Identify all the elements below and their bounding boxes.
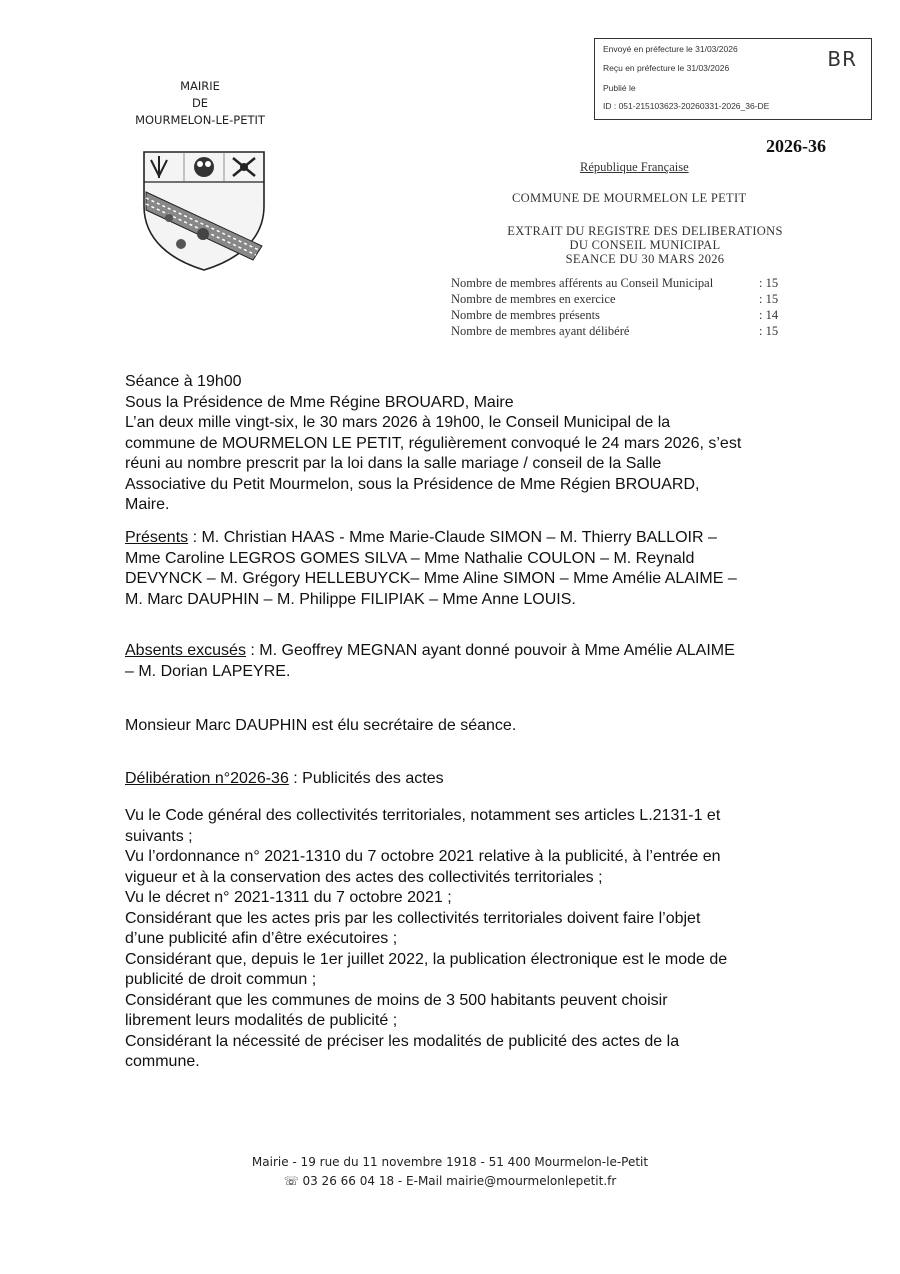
visa-line: Considérant que, depuis le 1er juillet 2022, la publication électronique est le mode de [125, 950, 728, 968]
seance-text-line: Maire. [125, 496, 170, 513]
absents-text: : M. Geoffrey MEGNAN ayant donné pouvoir à Mme Amélie ALAIME [245, 642, 735, 659]
coat-of-arms-icon [141, 148, 267, 272]
extrait-line-3: SEANCE DU 30 MARS 2026 [565, 252, 725, 266]
absents-line: – M. Dorian LAPEYRE. [125, 662, 291, 680]
count-value: : 15 [759, 276, 779, 290]
visa-line: Considérant que les actes pris par les collectivités territoriales doivent faire l’objet [125, 909, 701, 927]
presents-line: DEVYNCK – M. Grégory HELLEBUYCK– Mme Aline SIMON – Mme Amélie ALAIME – [125, 570, 737, 587]
deliberation-reference: 2026-36 [766, 136, 826, 156]
count-label: Nombre de membres présents [451, 308, 600, 322]
presents-text: : M. Christian HAAS - Mme Marie-Claude SIMON – M. Thierry BALLOIR – [188, 529, 717, 546]
stamp-id: ID : 051-215103623-20260331-2026_36-DE [603, 101, 770, 111]
visa-line: Considérant que les communes de moins de 3 500 habitants peuvent choisir [125, 991, 668, 1009]
footer-contact: ☏ 03 26 66 04 18 - E-Mail mairie@mourmelonlepetit.fr [283, 1174, 617, 1188]
footer-address: Mairie - 19 rue du 11 novembre 1918 - 51 400 Mourmelon-le-Petit [251, 1155, 649, 1169]
presents-line: Mme Caroline LEGROS GOMES SILVA – Mme Nathalie COULON – M. Reynald [125, 549, 695, 567]
republique-heading: République Française [580, 160, 689, 174]
count-row [451, 276, 779, 292]
count-label: Nombre de membres afférents au Conseil Municipal [451, 276, 714, 290]
absents-paragraph [125, 641, 845, 682]
seance-presidence: Sous la Présidence de Mme Régine BROUARD, Maire [125, 393, 514, 411]
visa-line: Considérant la nécessité de préciser les modalités de publicité des actes de la [125, 1032, 680, 1050]
visa-line: librement leurs modalités de publicité ; [125, 1012, 398, 1029]
absents-label: Absents excusés [125, 642, 246, 659]
seance-time: Séance à 19h00 [125, 373, 242, 390]
presents-label: Présents [125, 529, 189, 546]
mairie-line-2: DE [191, 96, 209, 110]
visas-paragraph [125, 806, 845, 1073]
visa-line: vigueur et à la conservation des actes des collectivités territoriales ; [125, 868, 603, 886]
page-footer [150, 1153, 750, 1191]
presents-paragraph [125, 528, 845, 610]
mairie-line-1: MAIRIE [180, 79, 220, 93]
visa-line: suivants ; [125, 827, 193, 845]
seance-text-line: réuni au nombre prescrit par la loi dans la salle mariage / conseil de la Salle [125, 455, 662, 472]
presents-line [125, 528, 845, 549]
count-value: : 15 [759, 292, 779, 306]
handwritten-initials: BR [827, 47, 857, 71]
extrait-line-2: DU CONSEIL MUNICIPAL [569, 238, 721, 252]
commune-heading: COMMUNE DE MOURMELON LE PETIT [512, 191, 747, 205]
count-label: Nombre de membres en exercice [451, 292, 616, 306]
seance-text-line: commune de MOURMELON LE PETIT, régulièrement convoqué le 24 mars 2026, s’est [125, 434, 742, 452]
visa-line: Vu le décret n° 2021-1311 du 7 octobre 2021 ; [125, 889, 452, 906]
stamp-received: Reçu en préfecture le 31/03/2026 [603, 63, 730, 73]
seance-text-line: Associative du Petit Mourmelon, sous la Présidence de Mme Régien BROUARD, [125, 475, 700, 493]
stamp-published: Publié le [603, 83, 636, 93]
transmission-stamp [594, 38, 872, 120]
extrait-line-1: EXTRAIT DU REGISTRE DES DELIBERATIONS [507, 224, 783, 238]
stamp-sent: Envoyé en préfecture le 31/03/2026 [603, 44, 738, 54]
presents-line: M. Marc DAUPHIN – M. Philippe FILIPIAK – Mme Anne LOUIS. [125, 590, 576, 608]
absents-line [125, 641, 845, 662]
count-row [451, 308, 779, 324]
deliberation-subject: : Publicités des actes [288, 770, 444, 787]
count-value: : 15 [759, 324, 779, 338]
visa-line: publicité de droit commun ; [125, 971, 317, 988]
secretaire-line: Monsieur Marc DAUPHIN est élu secrétaire de séance. [125, 717, 517, 734]
count-row [451, 292, 779, 308]
visa-line: commune. [125, 1053, 200, 1070]
count-value: : 14 [759, 308, 779, 322]
mairie-heading [100, 78, 300, 129]
seance-paragraph [125, 372, 845, 516]
extrait-heading [440, 224, 850, 266]
mairie-line-3: MOURMELON-LE-PETIT [135, 113, 265, 127]
seance-text-line: L’an deux mille vingt-six, le 30 mars 2026 à 19h00, le Conseil Municipal de la [125, 414, 671, 431]
visa-line: d’une publicité afin d’être exécutoires ; [125, 930, 398, 947]
member-counts [451, 276, 779, 340]
count-row [451, 324, 779, 340]
count-label: Nombre de membres ayant délibéré [451, 324, 630, 338]
visa-line: Vu l’ordonnance n° 2021-1310 du 7 octobre 2021 relative à la publicité, à l’entrée en [125, 848, 721, 865]
deliberation-label: Délibération n°2026-36 [125, 770, 289, 787]
visa-line: Vu le Code général des collectivités territoriales, notamment ses articles L.2131-1 et [125, 807, 721, 824]
deliberation-title [125, 769, 845, 790]
